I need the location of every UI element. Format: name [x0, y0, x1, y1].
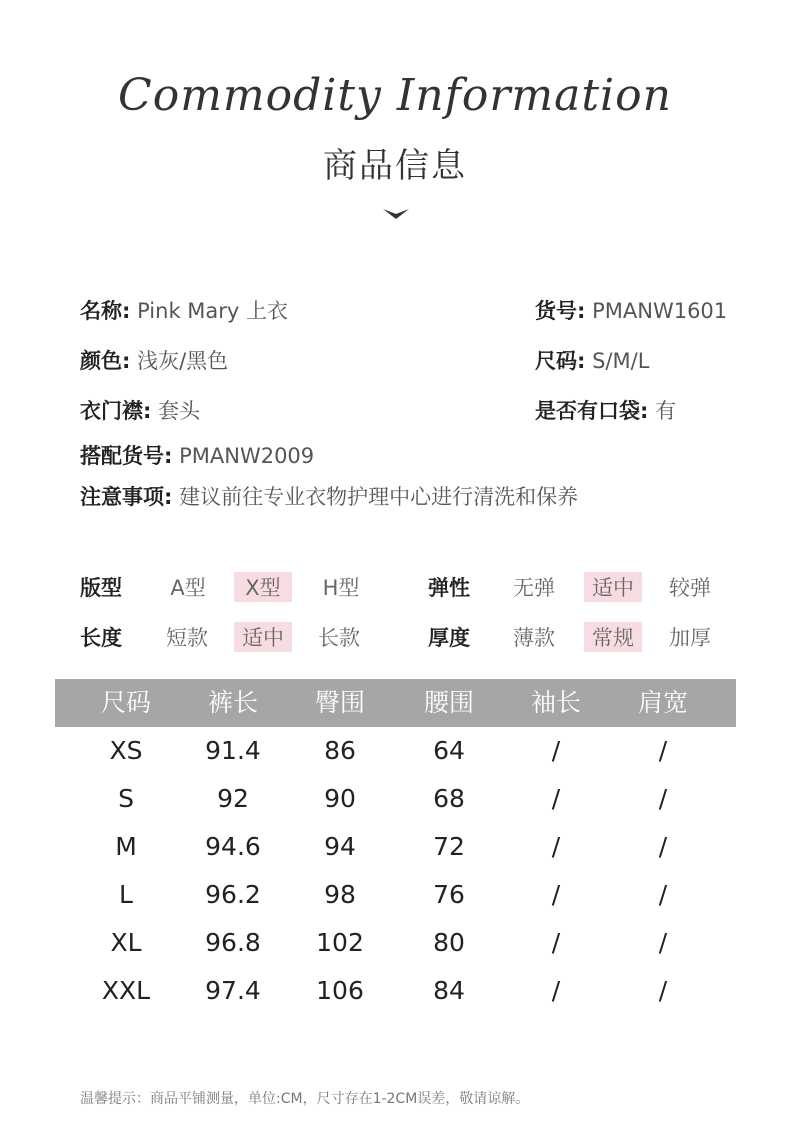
attr-fit-opt: H型 — [322, 576, 360, 600]
info-pocket — [535, 395, 676, 425]
table-cell: 84 — [433, 976, 465, 1005]
attr-thickness-opt: 加厚 — [669, 626, 711, 650]
attr-length-opt: 长款 — [318, 626, 360, 650]
info-placket — [80, 395, 200, 425]
info-pocket-key: 是否有口袋: — [535, 399, 649, 423]
table-cell: 91.4 — [205, 736, 261, 765]
table-cell: 76 — [433, 880, 465, 909]
table-cell: 98 — [324, 880, 356, 909]
table-cell: 102 — [316, 928, 364, 957]
table-row — [55, 967, 736, 1015]
attr-elastic-opt: 无弹 — [513, 576, 555, 600]
attr-length-opt: 短款 — [166, 626, 208, 650]
info-color-value: 浅灰/黑色 — [137, 349, 229, 373]
info-care — [80, 481, 578, 511]
table-row — [55, 823, 736, 871]
table-cell: 94.6 — [205, 832, 261, 861]
table-cell: / — [658, 832, 668, 861]
table-cell: 64 — [433, 736, 465, 765]
table-cell: 68 — [433, 784, 465, 813]
info-sku-key: 货号: — [535, 299, 586, 323]
info-color — [80, 345, 228, 375]
info-care-value: 建议前往专业衣物护理中心进行清洗和保养 — [179, 485, 579, 509]
table-cell: / — [551, 784, 561, 813]
table-cell: L — [119, 880, 133, 909]
attr-length-key: 长度 — [80, 626, 122, 650]
table-cell: 90 — [324, 784, 356, 813]
table-cell: / — [551, 880, 561, 909]
table-cell: / — [658, 880, 668, 909]
table-cell: 97.4 — [205, 976, 261, 1005]
info-placket-value: 套头 — [158, 399, 201, 423]
info-size-value: S/M/L — [592, 349, 650, 373]
table-cell: XL — [110, 928, 142, 957]
info-size — [535, 345, 649, 375]
title-english: Commodity Information — [118, 70, 672, 121]
attr-elastic-opt: 较弹 — [669, 576, 711, 600]
attr-elastic-key: 弹性 — [428, 576, 470, 600]
info-pocket-value: 有 — [655, 399, 677, 423]
table-row — [55, 919, 736, 967]
attr-fit-key: 版型 — [80, 576, 122, 600]
table-cell: 92 — [217, 784, 249, 813]
size-table-col-waist: 腰围 — [423, 688, 474, 717]
table-cell: / — [551, 928, 561, 957]
table-cell: / — [658, 736, 668, 765]
info-color-key: 颜色: — [80, 349, 131, 373]
table-cell: / — [658, 976, 668, 1005]
size-table-col-sleeve: 袖长 — [530, 688, 581, 717]
size-table-col-length: 裤长 — [207, 688, 258, 717]
info-care-key: 注意事项: — [80, 485, 173, 509]
table-cell: M — [115, 832, 137, 861]
table-cell: / — [551, 832, 561, 861]
attr-row-2 — [0, 622, 790, 652]
table-cell: 106 — [316, 976, 364, 1005]
size-table-col-hip: 臀围 — [314, 688, 365, 717]
attr-fit-opt-selected: X型 — [234, 572, 292, 602]
attr-row-1 — [0, 572, 790, 602]
info-placket-key: 衣门襟: — [80, 399, 152, 423]
table-row — [55, 871, 736, 919]
table-cell: / — [658, 928, 668, 957]
table-cell: / — [551, 976, 561, 1005]
attr-thickness-key: 厚度 — [428, 626, 470, 650]
table-cell: 72 — [433, 832, 465, 861]
attr-thickness-opt: 薄款 — [513, 626, 555, 650]
table-cell: 94 — [324, 832, 356, 861]
chevron-down-icon — [383, 207, 409, 221]
table-cell: / — [658, 784, 668, 813]
size-table-col-size: 尺码 — [100, 688, 151, 717]
info-sku-value: PMANW1601 — [592, 299, 728, 323]
attr-length-opt-selected: 适中 — [234, 622, 292, 652]
table-cell: 96.2 — [205, 880, 261, 909]
table-cell: 80 — [433, 928, 465, 957]
title-chinese: 商品信息 — [323, 146, 467, 186]
info-match-value: PMANW2009 — [179, 444, 315, 468]
info-match — [80, 440, 314, 470]
info-name — [80, 295, 288, 325]
measurement-note: 温馨提示：商品平铺测量，单位:CM，尺寸存在1-2CM误差，敬请谅解。 — [80, 1091, 530, 1107]
size-table-header — [55, 679, 736, 727]
table-cell: S — [118, 784, 134, 813]
info-name-value: Pink Mary 上衣 — [137, 299, 289, 323]
attr-elastic-opt-selected: 适中 — [584, 572, 642, 602]
table-cell: XS — [109, 736, 143, 765]
info-name-key: 名称: — [80, 299, 131, 323]
attr-fit-opt: A型 — [170, 576, 206, 600]
table-cell: 96.8 — [205, 928, 261, 957]
size-table-col-shoulder: 肩宽 — [637, 688, 688, 717]
info-size-key: 尺码: — [535, 349, 586, 373]
table-row — [55, 727, 736, 775]
table-row — [55, 775, 736, 823]
table-cell: 86 — [324, 736, 356, 765]
table-cell: / — [551, 736, 561, 765]
attr-thickness-opt-selected: 常规 — [584, 622, 642, 652]
info-match-key: 搭配货号: — [80, 444, 173, 468]
table-cell: XXL — [101, 976, 151, 1005]
info-sku — [535, 295, 727, 325]
